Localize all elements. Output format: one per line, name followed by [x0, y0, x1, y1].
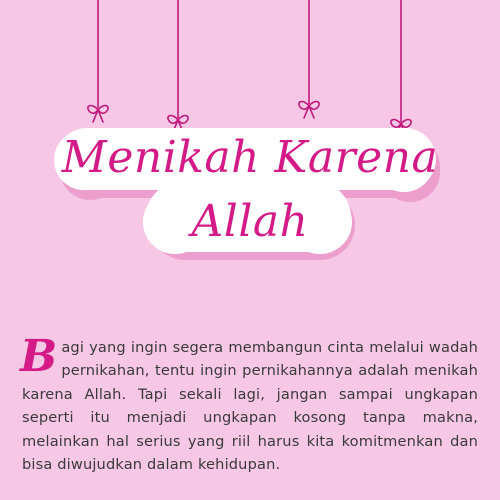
- page-title-line-1: Menikah Karena: [61, 132, 439, 183]
- article-paragraph: [20, 331, 478, 476]
- article-body-text: agi yang ingin segera membangun cinta melalui wadah pernikahan, tentu ingin pernikahannya adalah menikah karena Allah. Tapi sekali lagi, jangan sampai ungkapan seperti itu menjadi ungkapan kosong tanpa makna, melainkan hal serius yang riil harus kita komitmenkan dan bisa diwujudkan dalam kehidupan.: [22, 339, 478, 474]
- page-title-line-2: Allah: [191, 196, 309, 247]
- drop-cap: B: [20, 331, 58, 382]
